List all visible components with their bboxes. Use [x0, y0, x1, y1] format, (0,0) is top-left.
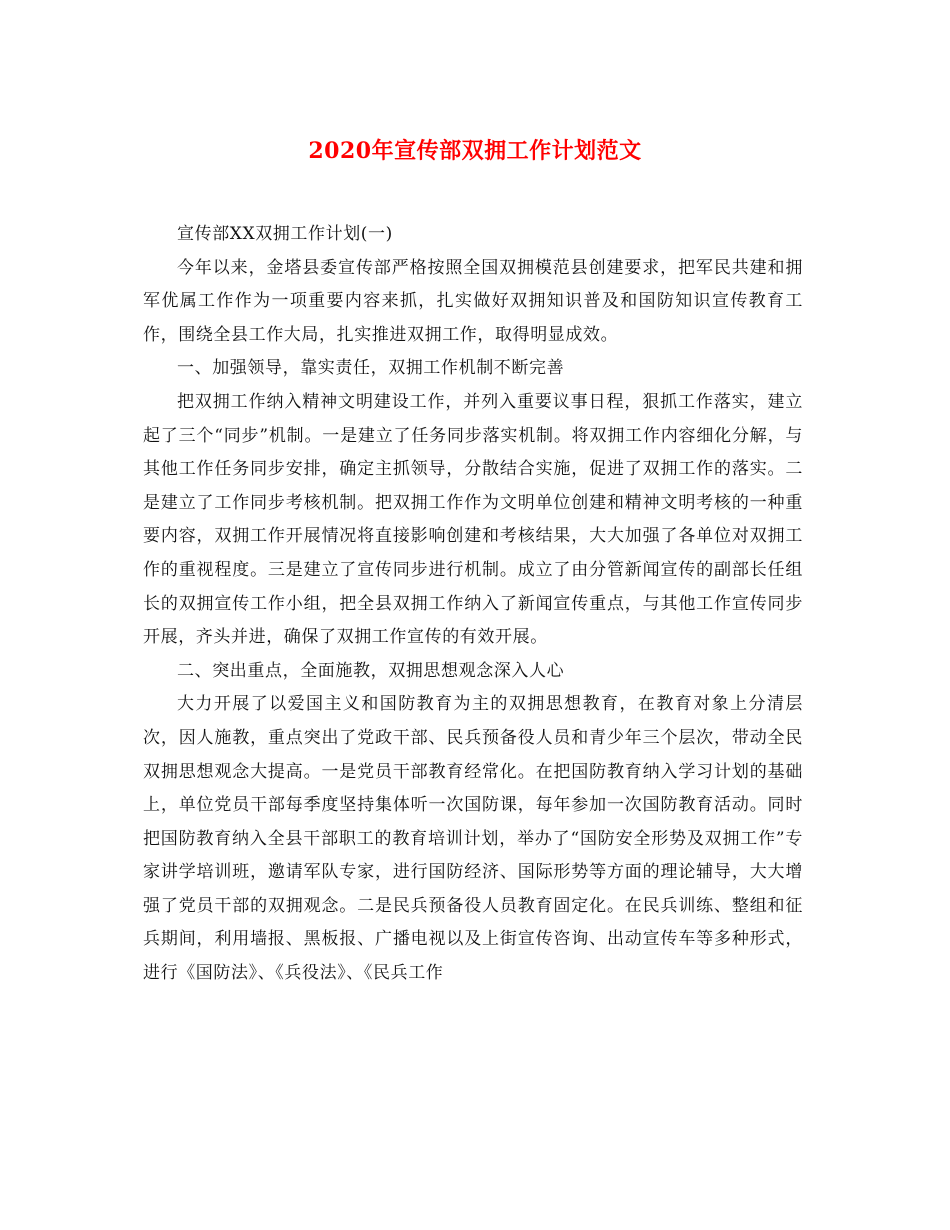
paragraph-subtitle: 宣传部XX双拥工作计划(一): [177, 224, 393, 244]
section-heading-2: 二、突出重点，全面施教，双拥思想观念深入人心: [177, 660, 565, 681]
section-heading-1: 一、加强领导，靠实责任，双拥工作机制不断完善: [177, 358, 565, 379]
document-body: [143, 218, 803, 991]
paragraph-section-1: 把双拥工作纳入精神文明建设工作，并列入重要议事日程，狠抓工作落实，建立起了三个“同步”机制。一是建立了任务同步落实机制。将双拥工作内容细化分解，与其他工作任务同步安排，确定主抓领导，分散结合实施，促进了双拥工作的落实。二是建立了工作同步考核机制。把双拥工作作为文明单位创建和精神文明考核的一种重要内容，双拥工作开展情况将直接影响创建和考核结果，大大加强了各单位对双拥工作的重视程度。三是建立了宣传同步进行机制。成立了由分管新闻宣传的副部长任组长的双拥宣传工作小组，把全县双拥工作纳入了新闻宣传重点，与其他工作宣传同步开展，齐头并进，确保了双拥工作宣传的有效开展。: [143, 391, 803, 648]
document-title: 2020年宣传部双拥工作计划范文: [308, 138, 642, 164]
paragraph-intro: 今年以来，金塔县委宣传部严格按照全国双拥模范县创建要求，把军民共建和拥军优属工作作为一项重要内容来抓，扎实做好双拥知识普及和国防知识宣传教育工作，围绕全县工作大局，扎实推进双拥工作，取得明显成效。: [143, 257, 803, 345]
paragraph-section-2: 大力开展了以爱国主义和国防教育为主的双拥思想教育，在教育对象上分清层次，因人施教，重点突出了党政干部、民兵预备役人员和青少年三个层次，带动全民双拥思想观念大提高。一是党员干部教育经常化。在把国防教育纳入学习计划的基础上，单位党员干部每季度坚持集体听一次国防课，每年参加一次国防教育活动。同时把国防教育纳入全县干部职工的教育培训计划，举办了“国防安全形势及双拥工作”专家讲学培训班，邀请军队专家，进行国防经济、国际形势等方面的理论辅导，大大增强了党员干部的双拥观念。二是民兵预备役人员教育固定化。在民兵训练、整组和征兵期间，利用墙报、黑板报、广播电视以及上街宣传咨询、出动宣传车等多种形式，进行《国防法》、《兵役法》、《民兵工作: [143, 694, 803, 984]
